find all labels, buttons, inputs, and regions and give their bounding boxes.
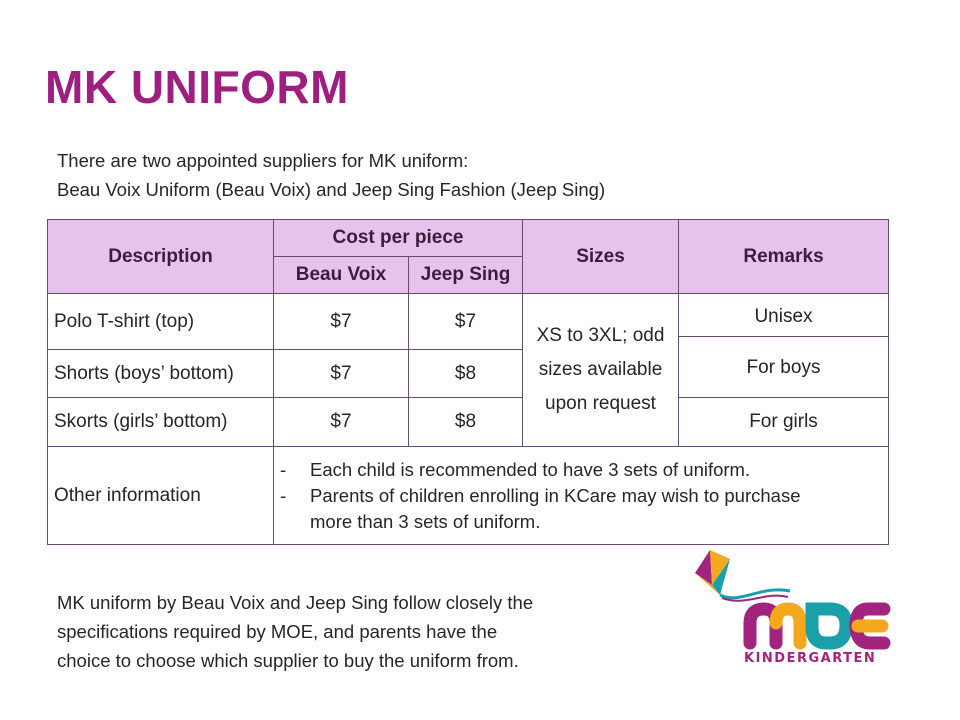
page-title: MK UNIFORM (45, 61, 349, 113)
intro-line: There are two appointed suppliers for MK uniform: (57, 150, 469, 171)
logo-subtitle: KINDERGARTEN (744, 651, 877, 666)
remarks-cell: For boys (678, 336, 889, 398)
footer-line: MK uniform by Beau Voix and Jeep Sing follow closely the (57, 592, 534, 613)
row-description: Polo T-shirt (top) (47, 293, 274, 350)
sizes-cell: XS to 3XL; odd sizes available upon request (522, 293, 679, 447)
other-info-label: Other information (47, 446, 274, 545)
row-jeep-price: $8 (408, 349, 523, 398)
bullet-item: - Parents of children enrolling in KCare may wish to purchase more than 3 sets of uniform. (280, 483, 840, 535)
row-description: Shorts (boys’ bottom) (47, 349, 274, 398)
bullet-item: - Each child is recommended to have 3 sets of uniform. (280, 457, 750, 483)
header-cost: Cost per piece (273, 219, 523, 257)
row-description: Skorts (girls’ bottom) (47, 397, 274, 447)
footer-line: choice to choose which supplier to buy the uniform from. (57, 650, 519, 671)
remarks-cell: For girls (678, 397, 889, 447)
row-jeep-price: $8 (408, 397, 523, 447)
remarks-cell: Unisex (678, 293, 889, 337)
other-info-cell (273, 446, 889, 545)
bullet-text: Each child is recommended to have 3 sets of uniform. (310, 458, 751, 480)
footer-text (57, 588, 533, 675)
header-description: Description (47, 219, 274, 294)
header-jeep-sing: Jeep Sing (408, 256, 523, 294)
row-beau-price: $7 (273, 397, 409, 447)
intro-text (57, 146, 605, 204)
moe-kindergarten-logo (690, 545, 900, 675)
row-beau-price: $7 (273, 349, 409, 398)
header-remarks: Remarks (678, 219, 889, 294)
row-beau-price: $7 (273, 293, 409, 350)
header-sizes: Sizes (522, 219, 679, 294)
header-beau-voix: Beau Voix (273, 256, 409, 294)
bullet-text: Parents of children enrolling in KCare may wish to purchase more than 3 sets of uniform. (310, 484, 801, 532)
footer-line: specifications required by MOE, and parents have the (57, 621, 498, 642)
row-jeep-price: $7 (408, 293, 523, 350)
intro-line: Beau Voix Uniform (Beau Voix) and Jeep Sing Fashion (Jeep Sing) (57, 179, 606, 200)
